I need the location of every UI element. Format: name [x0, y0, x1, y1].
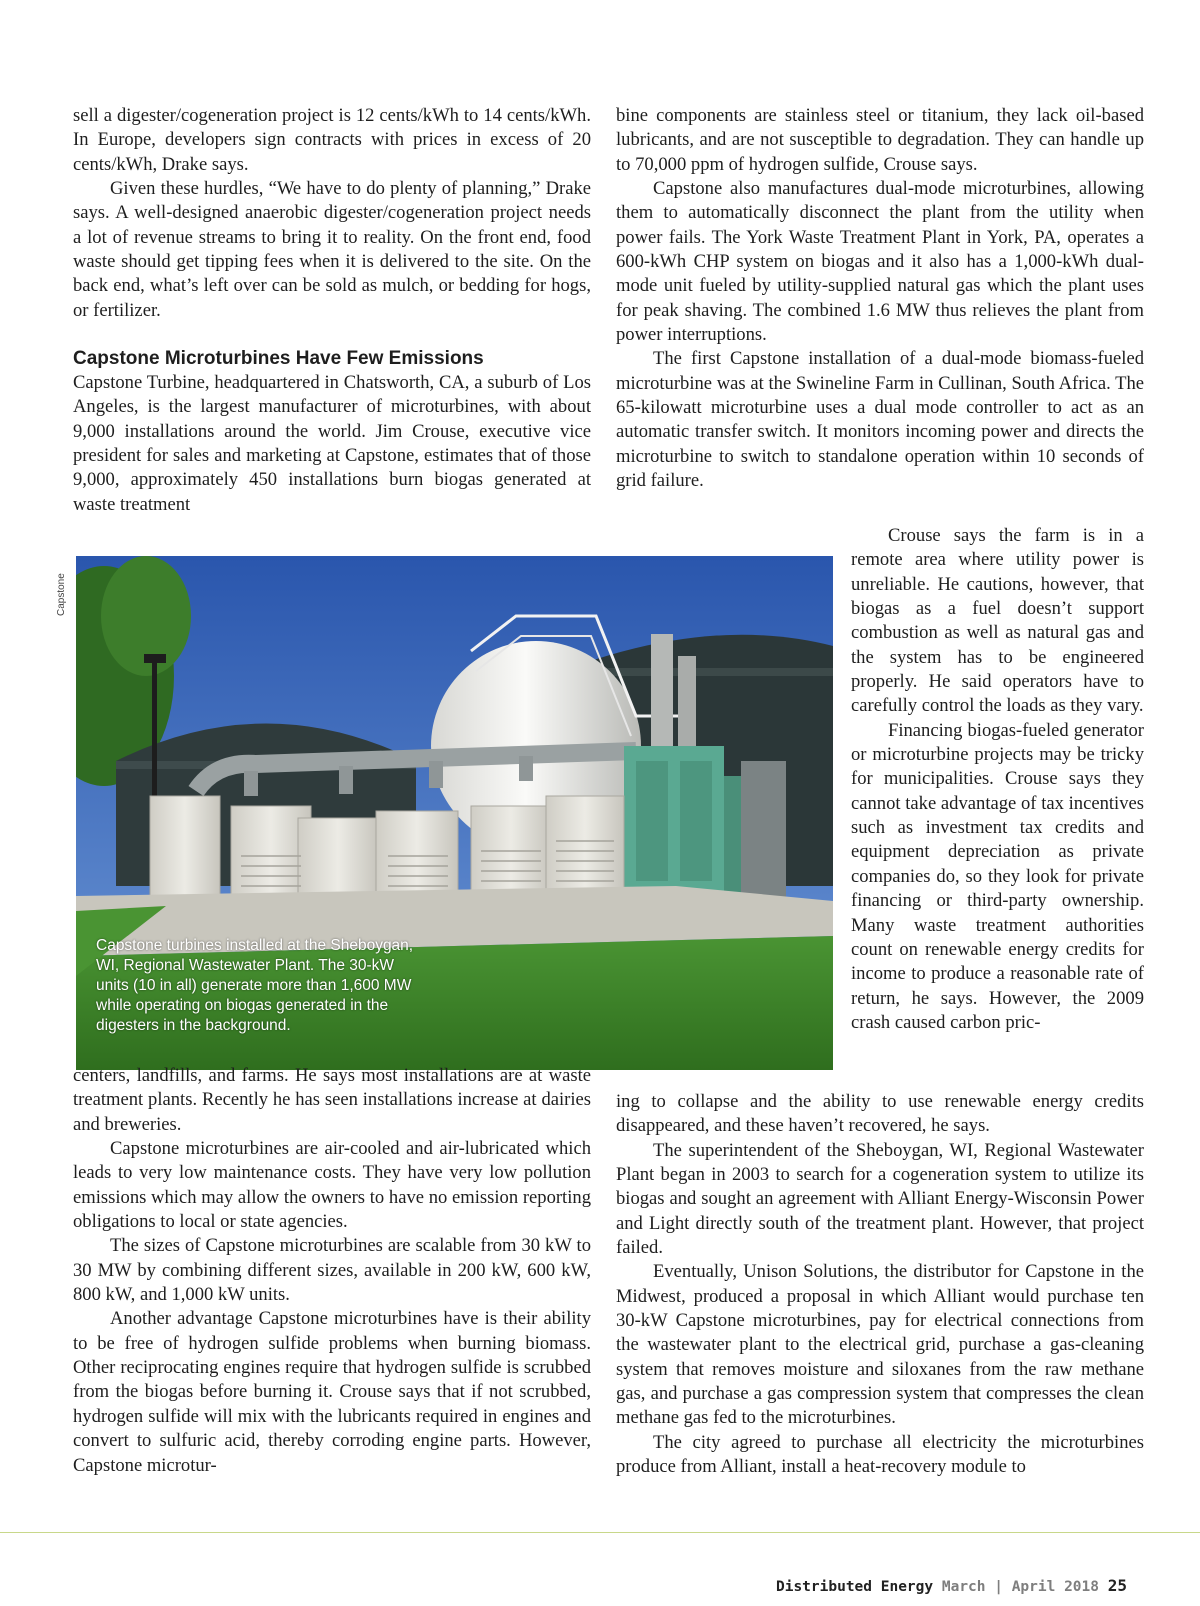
photo-credit — [56, 556, 70, 636]
paragraph: The city agreed to purchase all electricity the microturbines produce from Alliant, install a heat-recovery module to — [616, 1431, 1144, 1478]
paragraph: Eventually, Unison Solutions, the distributor for Capstone in the Midwest, produced a proposal in which Alliant would purchase ten 30-kW Capstone microturbines, pay for electrical connections from the wastewater plant to the electrical grid, purchase a gas-cleaning system that removes moisture and siloxanes from the raw methane gas, and purchase a gas compression system that compresses the clean methane gas fed to the microturbines. — [616, 1261, 1144, 1429]
paragraph: Another advantage Capstone microturbines have is their ability to be free of hydrogen sulfide problems when burning biomass. Other reciprocating engines require that hydrogen sulfide is scrubbed from the biogas before burning it. Crouse says that if not scrubbed, hydrogen sulfide will mix with the lubricants required in engines and convert to sulfuric acid, thereby corroding engine parts. However, Capstone microtur- — [73, 1308, 591, 1476]
paragraph: sell a digester/cogeneration project is 12 cents/kWh to 14 cents/kWh. In Europe, developers sign contracts with prices in excess of 20 cents/kWh, Drake says. — [73, 105, 591, 175]
photo-caption: Capstone turbines installed at the Sheboygan, WI, Regional Wastewater Plant. The 30-kW units (10 in all) generate more than 1,600 MW while operating on biogas generated in the digesters in the background. — [96, 937, 414, 1034]
paragraph: The sizes of Capstone microturbines are scalable from 30 kW to 30 MW by combining different sizes, available in 200 kW, 600 kW, 800 kW, and 1,000 kW units. — [73, 1235, 591, 1306]
section-heading: Capstone Microturbines Have Few Emissions — [73, 348, 484, 370]
left-column-bottom — [73, 1064, 591, 1478]
photo-credit-text: Capstone — [56, 573, 67, 616]
paragraph: ing to collapse and the ability to use renewable energy credits disappeared, and these haven’t recovered, he says. — [616, 1091, 1144, 1137]
paragraph: Given these hurdles, “We have to do plenty of planning,” Drake says. A well-designed anaerobic digester/cogeneration project needs a lot of revenue streams to bring it to reality. On the front end, food waste should get tipping fees when it is delivered to the site. On the back end, what’s left over can be sold as mulch, or bedding for hogs, or fertilizer. — [73, 178, 591, 321]
issue-date: March | April 2018 — [941, 1579, 1099, 1595]
right-column-wrap — [851, 524, 1144, 1035]
publication-name: Distributed Energy — [775, 1579, 934, 1595]
paragraph: The first Capstone installation of a dual-mode biomass-fueled microturbine was at the Swineline Farm in Cullinan, South Africa. The 65-kilowatt microturbine uses a dual mode controller to act as an automatic transfer switch. It monitors incoming power and directs the microturbine to switch to standalone operation within 10 seconds of grid failure. — [616, 348, 1144, 492]
paragraph: Financing biogas-fueled generator or microturbine projects may be tricky for municipalities. Crouse says they cannot take advantage of tax incentives such as investment tax credits and equipment depreciation as private companies do, so they look for private financing or third-party ownership. Many waste treatment authorities count on renewable energy credits for income to produce a reasonable rate of return, he says. However, the 2009 crash caused carbon pric- — [851, 719, 1144, 1033]
right-column-bottom — [616, 1090, 1144, 1480]
paragraph: bine components are stainless steel or titanium, they lack oil-based lubricants, and are not susceptible to degradation. They can handle up to 70,000 ppm of hydrogen sulfide, Crouse says. — [616, 105, 1144, 175]
paragraph: Capstone Turbine, headquartered in Chatsworth, CA, a suburb of Los Angeles, is the largest manufacturer of microturbines, with about 9,000 installations around the world. Jim Crouse, executive vice president for sales and marketing at Capstone, estimates that of those 9,000, approximately 450 installations burn biogas generated at waste treatment — [73, 372, 591, 515]
footer-rule — [0, 1532, 1200, 1533]
paragraph: centers, landfills, and farms. He says most installations are at waste treatment plants. Recently he has seen installations increase at dairies and breweries. — [73, 1065, 591, 1135]
page-number: 25 — [1107, 1576, 1127, 1595]
paragraph: Crouse says the farm is in a remote area where utility power is unreliable. He cautions, however, that biogas as a fuel doesn’t support combustion as well as natural gas and the system has to be engineered properly. He said operators have to carefully control the loads as they vary. — [851, 525, 1144, 717]
left-column-top — [73, 104, 591, 517]
paragraph: Capstone microturbines are air-cooled and air-lubricated which leads to very low maintenance costs. They have very low pollution emissions which may allow the owners to have no emission reporting obligations to local or state agencies. — [73, 1138, 591, 1233]
page-footer — [776, 1576, 1127, 1595]
paragraph: The superintendent of the Sheboygan, WI, Regional Wastewater Plant began in 2003 to search for a cogeneration system to utilize its biogas and sought an agreement with Alliant Energy-Wisconsin Power and Light directly south of the treatment plant. However, that project failed. — [616, 1139, 1144, 1259]
right-column-top — [616, 104, 1144, 494]
paragraph: Capstone also manufactures dual-mode microturbines, allowing them to automatically disconnect the plant from the utility when power fails. The York Waste Treatment Plant in York, PA, operates a 600-kWh CHP system on biogas and it also has a 1,000-kWh dual-mode unit fueled by utility-supplied natural gas which the plant uses for peak shaving. The combined 1.6 MW thus relieves the plant from power interruptions. — [616, 178, 1144, 346]
